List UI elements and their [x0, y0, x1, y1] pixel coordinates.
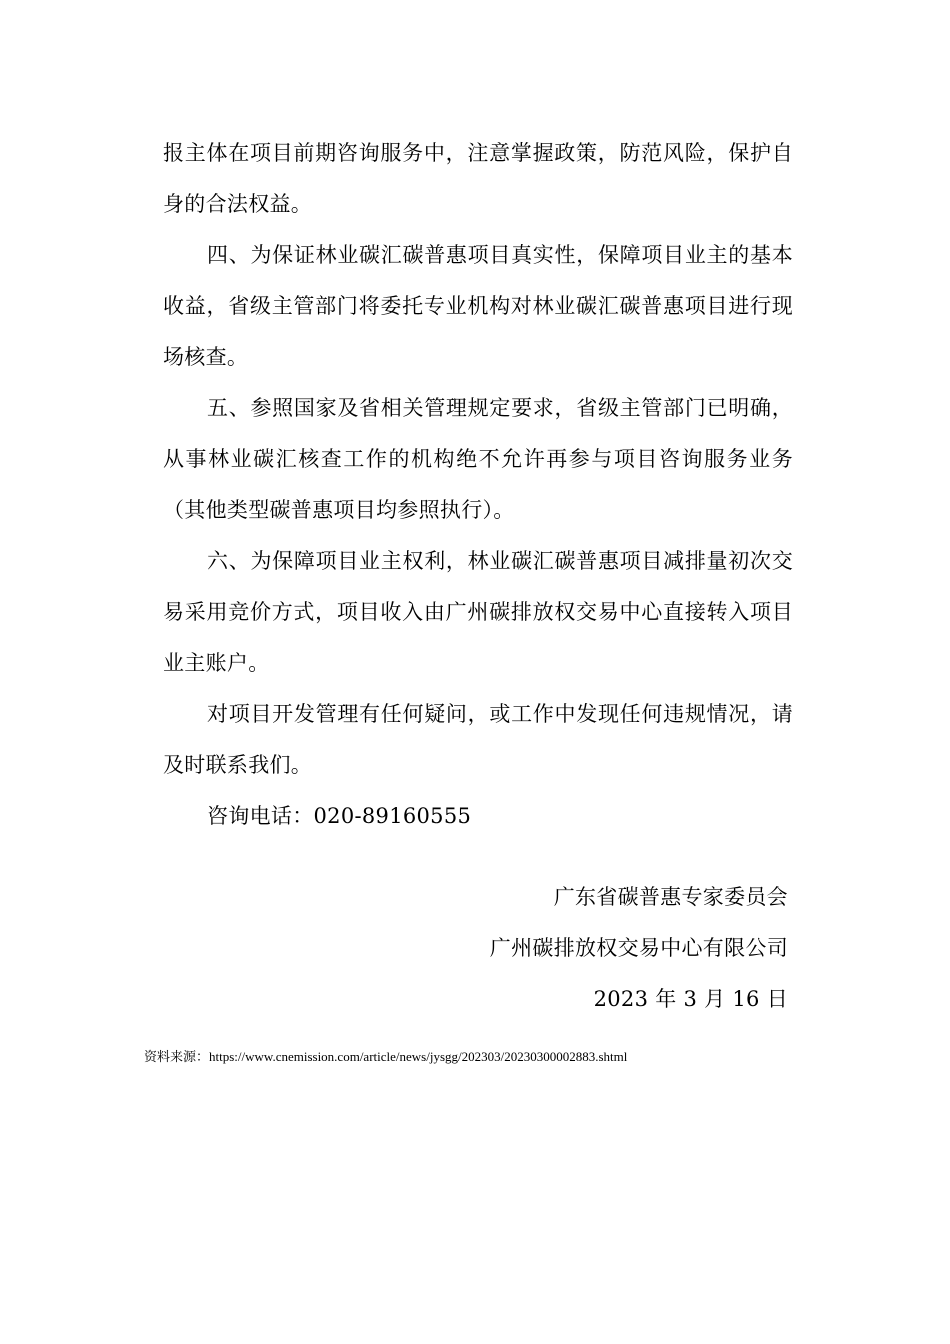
contact-phone: 咨询电话：020-89160555	[207, 804, 472, 828]
signature-block	[490, 872, 788, 1025]
document-body	[163, 128, 793, 842]
signature-date: 2023 年 3 月 16 日	[593, 987, 788, 1011]
paragraph-item-four: 四、为保证林业碳汇碳普惠项目真实性，保障项目业主的基本收益，省级主管部门将委托专业机构对林业碳汇碳普惠项目进行现场核查。	[163, 243, 793, 369]
paragraph-continuation: 报主体在项目前期咨询服务中，注意掌握政策，防范风险，保护自身的合法权益。	[163, 141, 793, 216]
source-note: 资料来源：https://www.cnemission.com/article/news/jysgg/202303/20230300002883.shtml	[144, 1049, 628, 1064]
signature-org-expert-committee: 广东省碳普惠专家委员会	[553, 885, 788, 909]
paragraph-inquiry: 对项目开发管理有任何疑问，或工作中发现任何违规情况，请及时联系我们。	[163, 702, 793, 777]
signature-org-exchange: 广州碳排放权交易中心有限公司	[489, 936, 788, 960]
paragraph-item-six: 六、为保障项目业主权利，林业碳汇碳普惠项目减排量初次交易采用竞价方式，项目收入由广州碳排放权交易中心直接转入项目业主账户。	[163, 549, 793, 675]
paragraph-item-five: 五、参照国家及省相关管理规定要求，省级主管部门已明确，从事林业碳汇核查工作的机构绝不允许再参与项目咨询服务业务（其他类型碳普惠项目均参照执行）。	[163, 396, 793, 522]
